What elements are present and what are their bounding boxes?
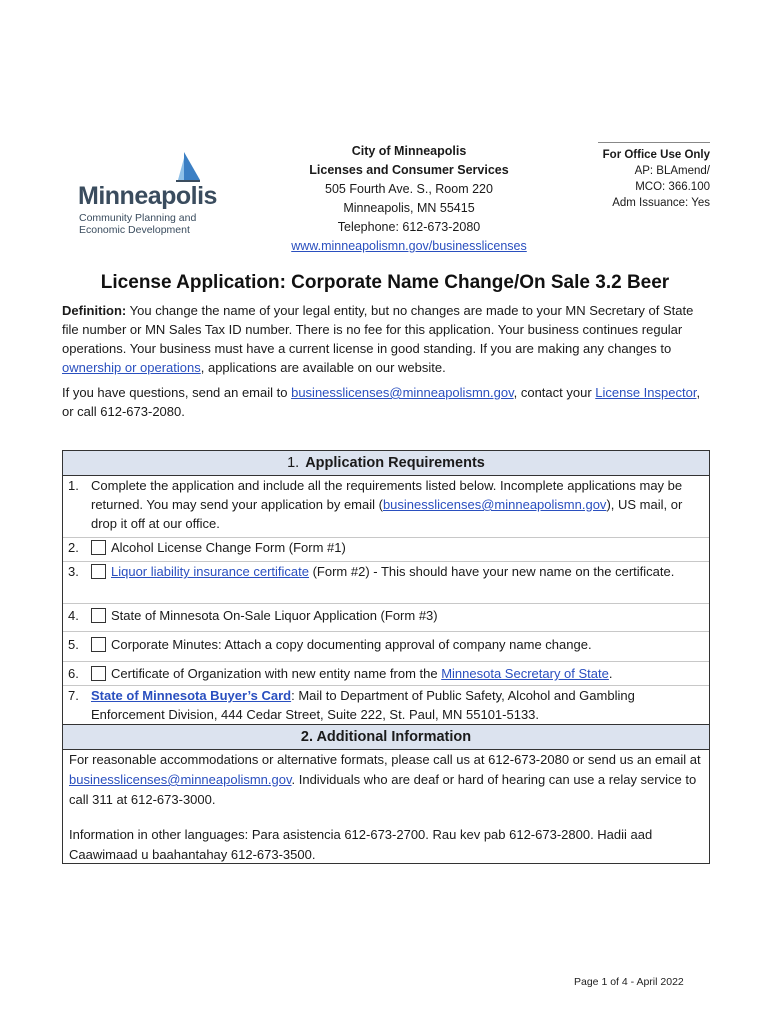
item-text: : Mail to Department of Public Safety, Alcohol and Gambling Enforcement Division, 444 Cedar Street, Suite 222, St. Paul, MN 55101-5133.: [91, 688, 635, 722]
checkbox-form3[interactable]: [91, 608, 106, 623]
requirement-row-6: [63, 661, 709, 686]
requirement-row-4: [63, 603, 709, 632]
accommodations-paragraph: [69, 750, 701, 810]
accommodations-email-link[interactable]: businesslicenses@minneapolismn.gov: [69, 772, 292, 787]
item-text: Complete the application and include all the requirements listed below. Incomplete applications may be returned. You may send your application by email (: [91, 478, 683, 512]
requirements-table: [62, 450, 710, 864]
item-number: 1.: [68, 478, 79, 493]
item-text: .: [608, 666, 613, 681]
section1-title: Application Requirements: [305, 455, 485, 471]
checkbox-minutes[interactable]: [91, 637, 106, 652]
questions-text-b: , contact your: [513, 385, 596, 400]
definition-paragraph: [62, 301, 712, 377]
item1-email-link[interactable]: businesslicenses@minneapolismn.gov: [382, 497, 607, 512]
agency-city: City of Minneapolis: [351, 144, 467, 158]
item-number: 2.: [68, 540, 79, 555]
logo-wordmark: Minneapolis: [78, 182, 217, 210]
agency-address: 505 Fourth Ave. S., Room 220: [325, 182, 493, 196]
item-number: 3.: [68, 564, 79, 579]
agency-contact-block: [268, 142, 550, 256]
liquor-liability-link[interactable]: Liquor liability insurance certificate: [111, 564, 309, 579]
requirement-row-5: [63, 631, 709, 660]
checkbox-certificate[interactable]: [91, 666, 106, 681]
logo-subline: [79, 212, 196, 236]
logo-mark-icon: [174, 150, 202, 186]
definition-text-a: You change the name of your legal entity, but no changes are made to your MN Secretary of State file number or MN Sales Tax ID number. There is no fee for this application. Your business continues regular operations. Your business must have a current license in good standing. If you are making any changes to: [62, 303, 694, 356]
questions-text-c: , or call 612-673-2080.: [62, 385, 701, 419]
section1-header: [63, 451, 709, 476]
item-text: State of Minnesota On-Sale Liquor Application (Form #3): [111, 608, 438, 623]
section2-header: 2. Additional Information: [63, 724, 709, 750]
questions-paragraph: [62, 383, 712, 421]
office-use-heading: For Office Use Only: [602, 149, 710, 161]
logo-subline-2: Economic Development: [79, 224, 190, 236]
office-mco: MCO: 366.100: [635, 181, 710, 193]
requirement-row-7: [63, 685, 709, 726]
secretary-of-state-link[interactable]: Minnesota Secretary of State: [441, 666, 609, 681]
questions-text-a: If you have questions, send an email to: [62, 385, 292, 400]
agency-telephone: Telephone: 612-673-2080: [337, 220, 481, 234]
requirement-row-3: [63, 561, 709, 602]
item-number: 5.: [68, 637, 79, 652]
item-text: ), US mail, or drop it off at our office.: [91, 497, 683, 531]
agency-city-state: Minneapolis, MN 55415: [343, 201, 475, 215]
requirement-row-2: [63, 537, 709, 560]
languages-paragraph: Information in other languages: Para asistencia 612-673-2700. Rau kev pab 612-673-2800. Hadii aad Caawimaad u baahantahay 612-673-3500.: [69, 827, 653, 862]
office-use-block: [598, 142, 710, 211]
definition-label: Definition:: [62, 303, 127, 318]
checkbox-form2[interactable]: [91, 564, 106, 579]
accommodations-text-b: . Individuals who are deaf or hard of hearing can use a relay service to call 311 at 612-673-3000.: [69, 772, 697, 807]
ownership-link[interactable]: ownership or operations: [62, 360, 201, 375]
email-link[interactable]: businesslicenses@minneapolismn.gov: [291, 385, 514, 400]
item-text: Alcohol License Change Form (Form #1): [111, 540, 346, 555]
minneapolis-logo: [78, 150, 217, 240]
section1-number: 1.: [287, 455, 300, 471]
page-footer: Page 1 of 4 - April 2022: [574, 976, 684, 988]
requirement-row-1: [63, 476, 709, 534]
item-text: (Form #2) - This should have your new name on the certificate.: [308, 564, 675, 579]
item-text: Corporate Minutes: Attach a copy documenting approval of company name change.: [111, 637, 592, 652]
logo-subline-1: Community Planning and: [79, 212, 197, 224]
item-number: 7.: [68, 688, 79, 703]
document-title: License Application: Corporate Name Change/On Sale 3.2 Beer: [100, 272, 670, 293]
checkbox-form1[interactable]: [91, 540, 106, 555]
item-number: 4.: [68, 608, 79, 623]
license-inspector-link[interactable]: License Inspector: [595, 385, 697, 400]
definition-text-b: , applications are available on our website.: [200, 360, 446, 375]
buyers-card-link[interactable]: State of Minnesota Buyer’s Card: [91, 688, 292, 703]
office-ap: AP: BLAmend/: [634, 165, 710, 177]
website-link[interactable]: www.minneapolismn.gov/businesslicenses: [291, 239, 527, 253]
agency-department: Licenses and Consumer Services: [309, 163, 509, 177]
item-text: Certificate of Organization with new entity name from the: [111, 666, 442, 681]
item-number: 6.: [68, 666, 79, 681]
accommodations-text-a: For reasonable accommodations or alternative formats, please call us at 612-673-2080 or send us an email at: [69, 752, 701, 767]
office-adm: Adm Issuance: Yes: [612, 197, 710, 209]
